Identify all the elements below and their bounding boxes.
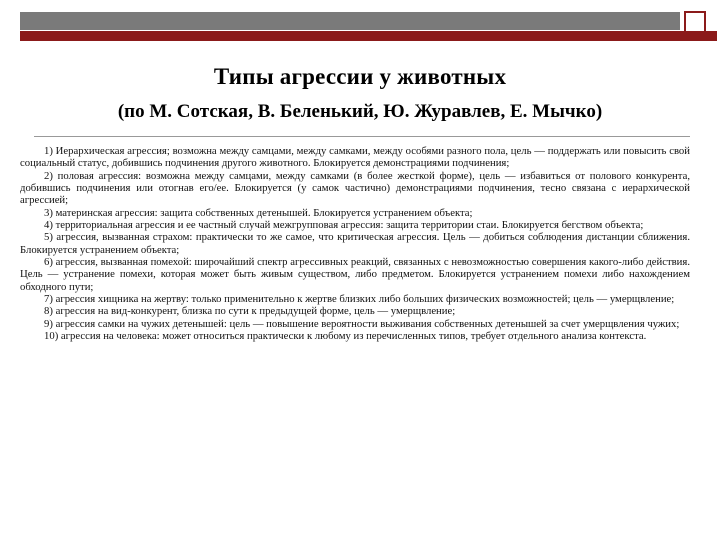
list-item: 5) агрессия, вызванная страхом: практически то же самое, что критическая агрессия. Цель — добиться соблюдения дистанции сближения. Блокируется устранением объекта; <box>20 231 690 256</box>
list-item: 7) агрессия хищника на жертву: только применительно к жертве близких либо больших физических возможностей; цель — умерщвление; <box>44 293 675 306</box>
slide-title: Типы агрессии у животных <box>213 64 507 89</box>
slide-subtitle: (по М. Сотская, В. Беленький, Ю. Журавлев, Е. Мычко) <box>117 101 603 122</box>
accent-line <box>20 31 717 41</box>
list-item: 2) половая агрессия: возможна между самцами, между самками (в более жесткой форме), цель — избавиться от полового конкурента, добившись подчинения или отогнав его/ее. Блокируется (у самок частично) демонстрациями подчинения, тесно связана с иерархической агрессией; <box>20 169 690 207</box>
list-item: 1) Иерархическая агрессия; возможна между самцами, между самками, между особями разного пола, цель — поддержать или повысить свой социальный статус, добившись подчинения другого животного. Блокируется демонстрациями подчинения; <box>20 145 690 170</box>
top-decorative-bar <box>20 12 680 30</box>
list-item: 4) территориальная агрессия и ее частный случай межгрупповая агрессия: защита территории стаи. Блокируется бегством объекта; <box>44 219 644 232</box>
list-item: 10) агрессия на человека: может относиться практически к любому из перечисленных типов, требует отдельного анализа контекста. <box>44 330 647 343</box>
divider <box>34 136 690 137</box>
corner-square-icon <box>684 11 706 33</box>
list-item: 9) агрессия самки на чужих детенышей: цель — повышение вероятности выживания собственных детенышей за счет умерщвления чужих; <box>44 317 680 330</box>
list-item: 8) агрессия на вид-конкурент, близка по сути к предыдущей форме, цель — умерщвление; <box>44 305 456 318</box>
list-item: 6) агрессия, вызванная помехой: широчайший спектр агрессивных реакций, связанных с невозможностью совершения какого-либо действия. Цель — устранение помехи, которая может быть живым существом, либо предметом. Блокируется устранением помехи либо нахождением обходного пути; <box>20 256 690 293</box>
aggression-types-list <box>20 145 690 343</box>
list-item: 3) материнская агрессия: защита собственных детенышей. Блокируется устранением объекта; <box>44 206 473 219</box>
